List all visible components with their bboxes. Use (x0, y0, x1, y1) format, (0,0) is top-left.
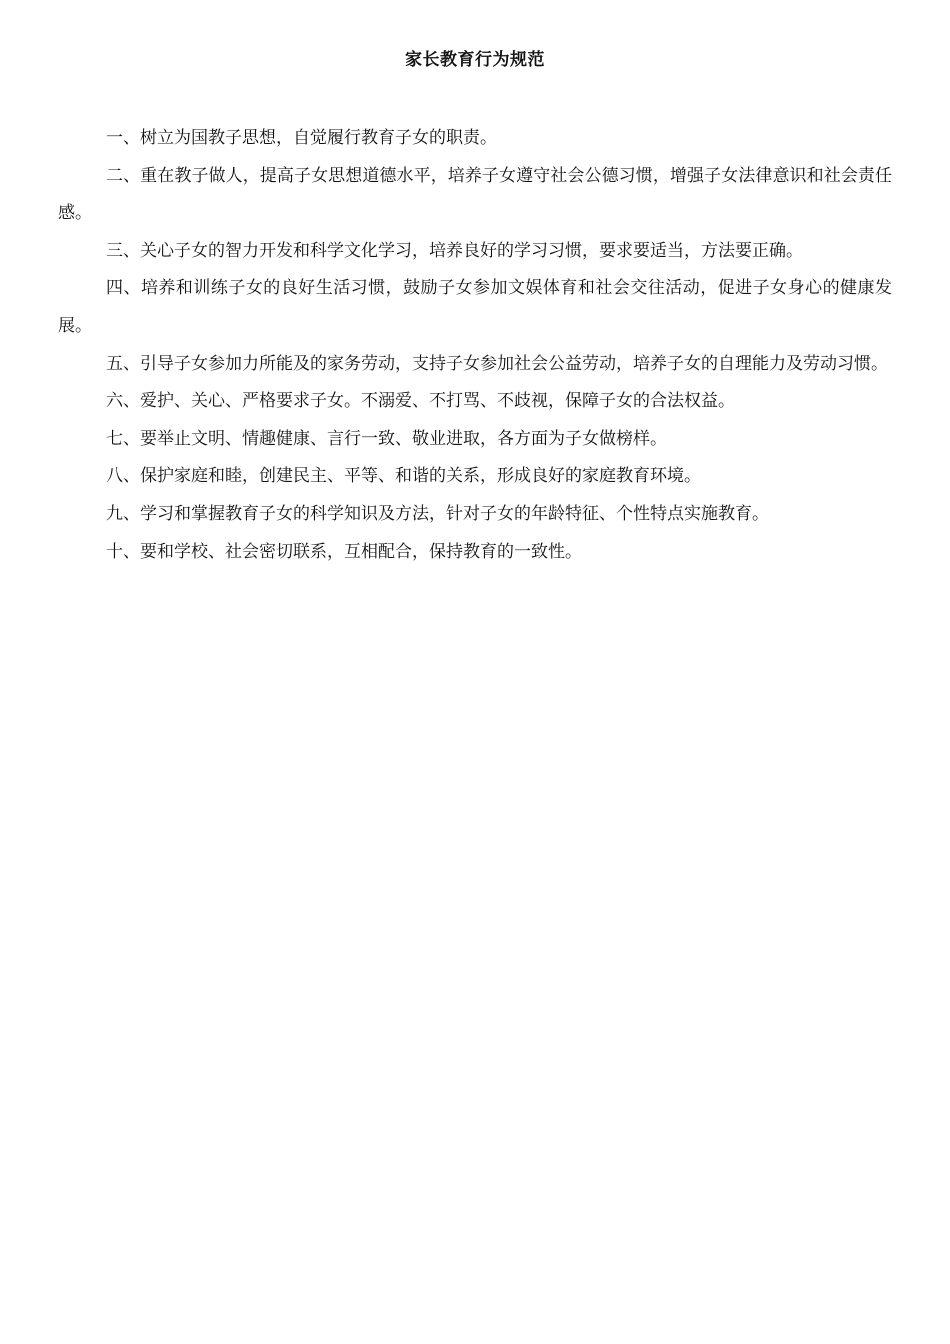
paragraph-7: 七、要举止文明、情趣健康、言行一致、敬业进取，各方面为子女做榜样。 (106, 428, 667, 449)
paragraph-10: 十、要和学校、社会密切联系，互相配合，保持教育的一致性。 (106, 541, 582, 562)
document-title: 家长教育行为规范 (405, 50, 545, 70)
paragraph-4: 四、培养和训练子女的良好生活习惯，鼓励子女参加文娱体育和社会交往活动，促进子女身心的健康发展。 (58, 278, 892, 336)
paragraph-6: 六、爱护、关心、严格要求子女。不溺爱、不打骂、不歧视，保障子女的合法权益。 (106, 391, 735, 412)
paragraph-2: 二、重在教子做人，提高子女思想道德水平，培养子女遵守社会公德习惯，增强子女法律意识和社会责任感。 (58, 165, 892, 224)
paragraph-3: 三、关心子女的智力开发和科学文化学习，培养良好的学习习惯，要求要适当，方法要正确。 (106, 240, 803, 261)
paragraph-9: 九、学习和掌握教育子女的科学知识及方法，针对子女的年龄特征、个性特点实施教育。 (106, 503, 769, 524)
document-body (58, 120, 892, 571)
paragraph-8: 八、保护家庭和睦，创建民主、平等、和谐的关系，形成良好的家庭教育环境。 (106, 466, 701, 487)
paragraph-1: 一、树立为国教子思想，自觉履行教育子女的职责。 (106, 128, 497, 148)
paragraph-5: 五、引导子女参加力所能及的家务劳动，支持子女参加社会公益劳动，培养子女的自理能力及劳动习惯。 (106, 353, 888, 374)
